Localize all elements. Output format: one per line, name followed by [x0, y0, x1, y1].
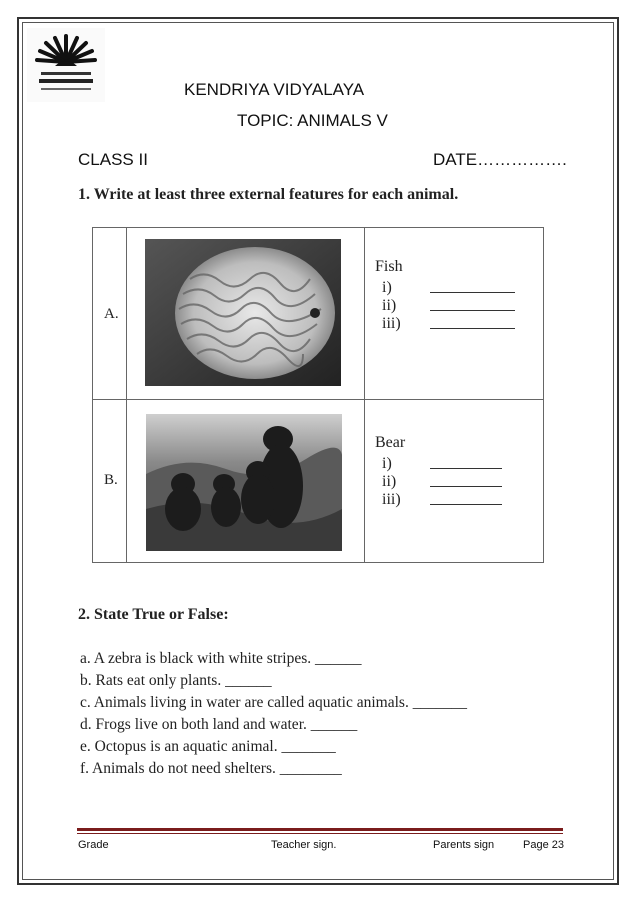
school-logo-icon: [27, 28, 105, 102]
footer-parents-sign: Parents sign: [433, 839, 495, 851]
true-false-item: f. Animals do not need shelters. ________: [80, 760, 342, 777]
answer-blank[interactable]: [430, 328, 515, 329]
footer-rule: [77, 828, 563, 831]
fish-photo: [145, 239, 341, 386]
feature-label: iii): [382, 491, 401, 508]
row-a-label: A.: [104, 306, 119, 322]
date-label: DATE…………….: [433, 150, 567, 169]
animal-name-fish: Fish: [375, 258, 403, 275]
animal-name-bear: Bear: [375, 434, 406, 451]
answer-blank[interactable]: [430, 310, 515, 311]
true-false-item: a. A zebra is black with white stripes. ______: [80, 650, 362, 667]
feature-label: ii): [382, 297, 397, 314]
feature-label: i): [382, 455, 392, 472]
topic-title: TOPIC: ANIMALS V: [237, 111, 388, 130]
true-false-item: c. Animals living in water are called aquatic animals. _______: [80, 694, 467, 711]
footer-grade: Grade: [78, 839, 109, 851]
true-false-item: e. Octopus is an aquatic animal. _______: [80, 738, 336, 755]
table-divider: [364, 227, 365, 563]
feature-label: iii): [382, 315, 401, 332]
feature-label: ii): [382, 473, 397, 490]
row-b-label: B.: [104, 472, 118, 488]
question-1-prompt: 1. Write at least three external features for each animal.: [78, 186, 459, 203]
table-divider: [92, 399, 544, 400]
true-false-item: b. Rats eat only plants. ______: [80, 672, 272, 689]
footer-teacher-sign: Teacher sign.: [271, 839, 337, 851]
footer-page-number: Page 23: [523, 839, 564, 851]
class-label: CLASS II: [78, 150, 148, 169]
answer-blank[interactable]: [430, 292, 515, 293]
feature-label: i): [382, 279, 392, 296]
answer-blank[interactable]: [430, 486, 502, 487]
table-divider: [126, 227, 127, 563]
answer-blank[interactable]: [430, 468, 502, 469]
footer-rule: [77, 833, 563, 834]
true-false-item: d. Frogs live on both land and water. ______: [80, 716, 358, 733]
school-title: KENDRIYA VIDYALAYA: [184, 80, 365, 99]
question-2-prompt: 2. State True or False:: [78, 606, 229, 623]
bear-photo: [146, 414, 342, 551]
answer-blank[interactable]: [430, 504, 502, 505]
